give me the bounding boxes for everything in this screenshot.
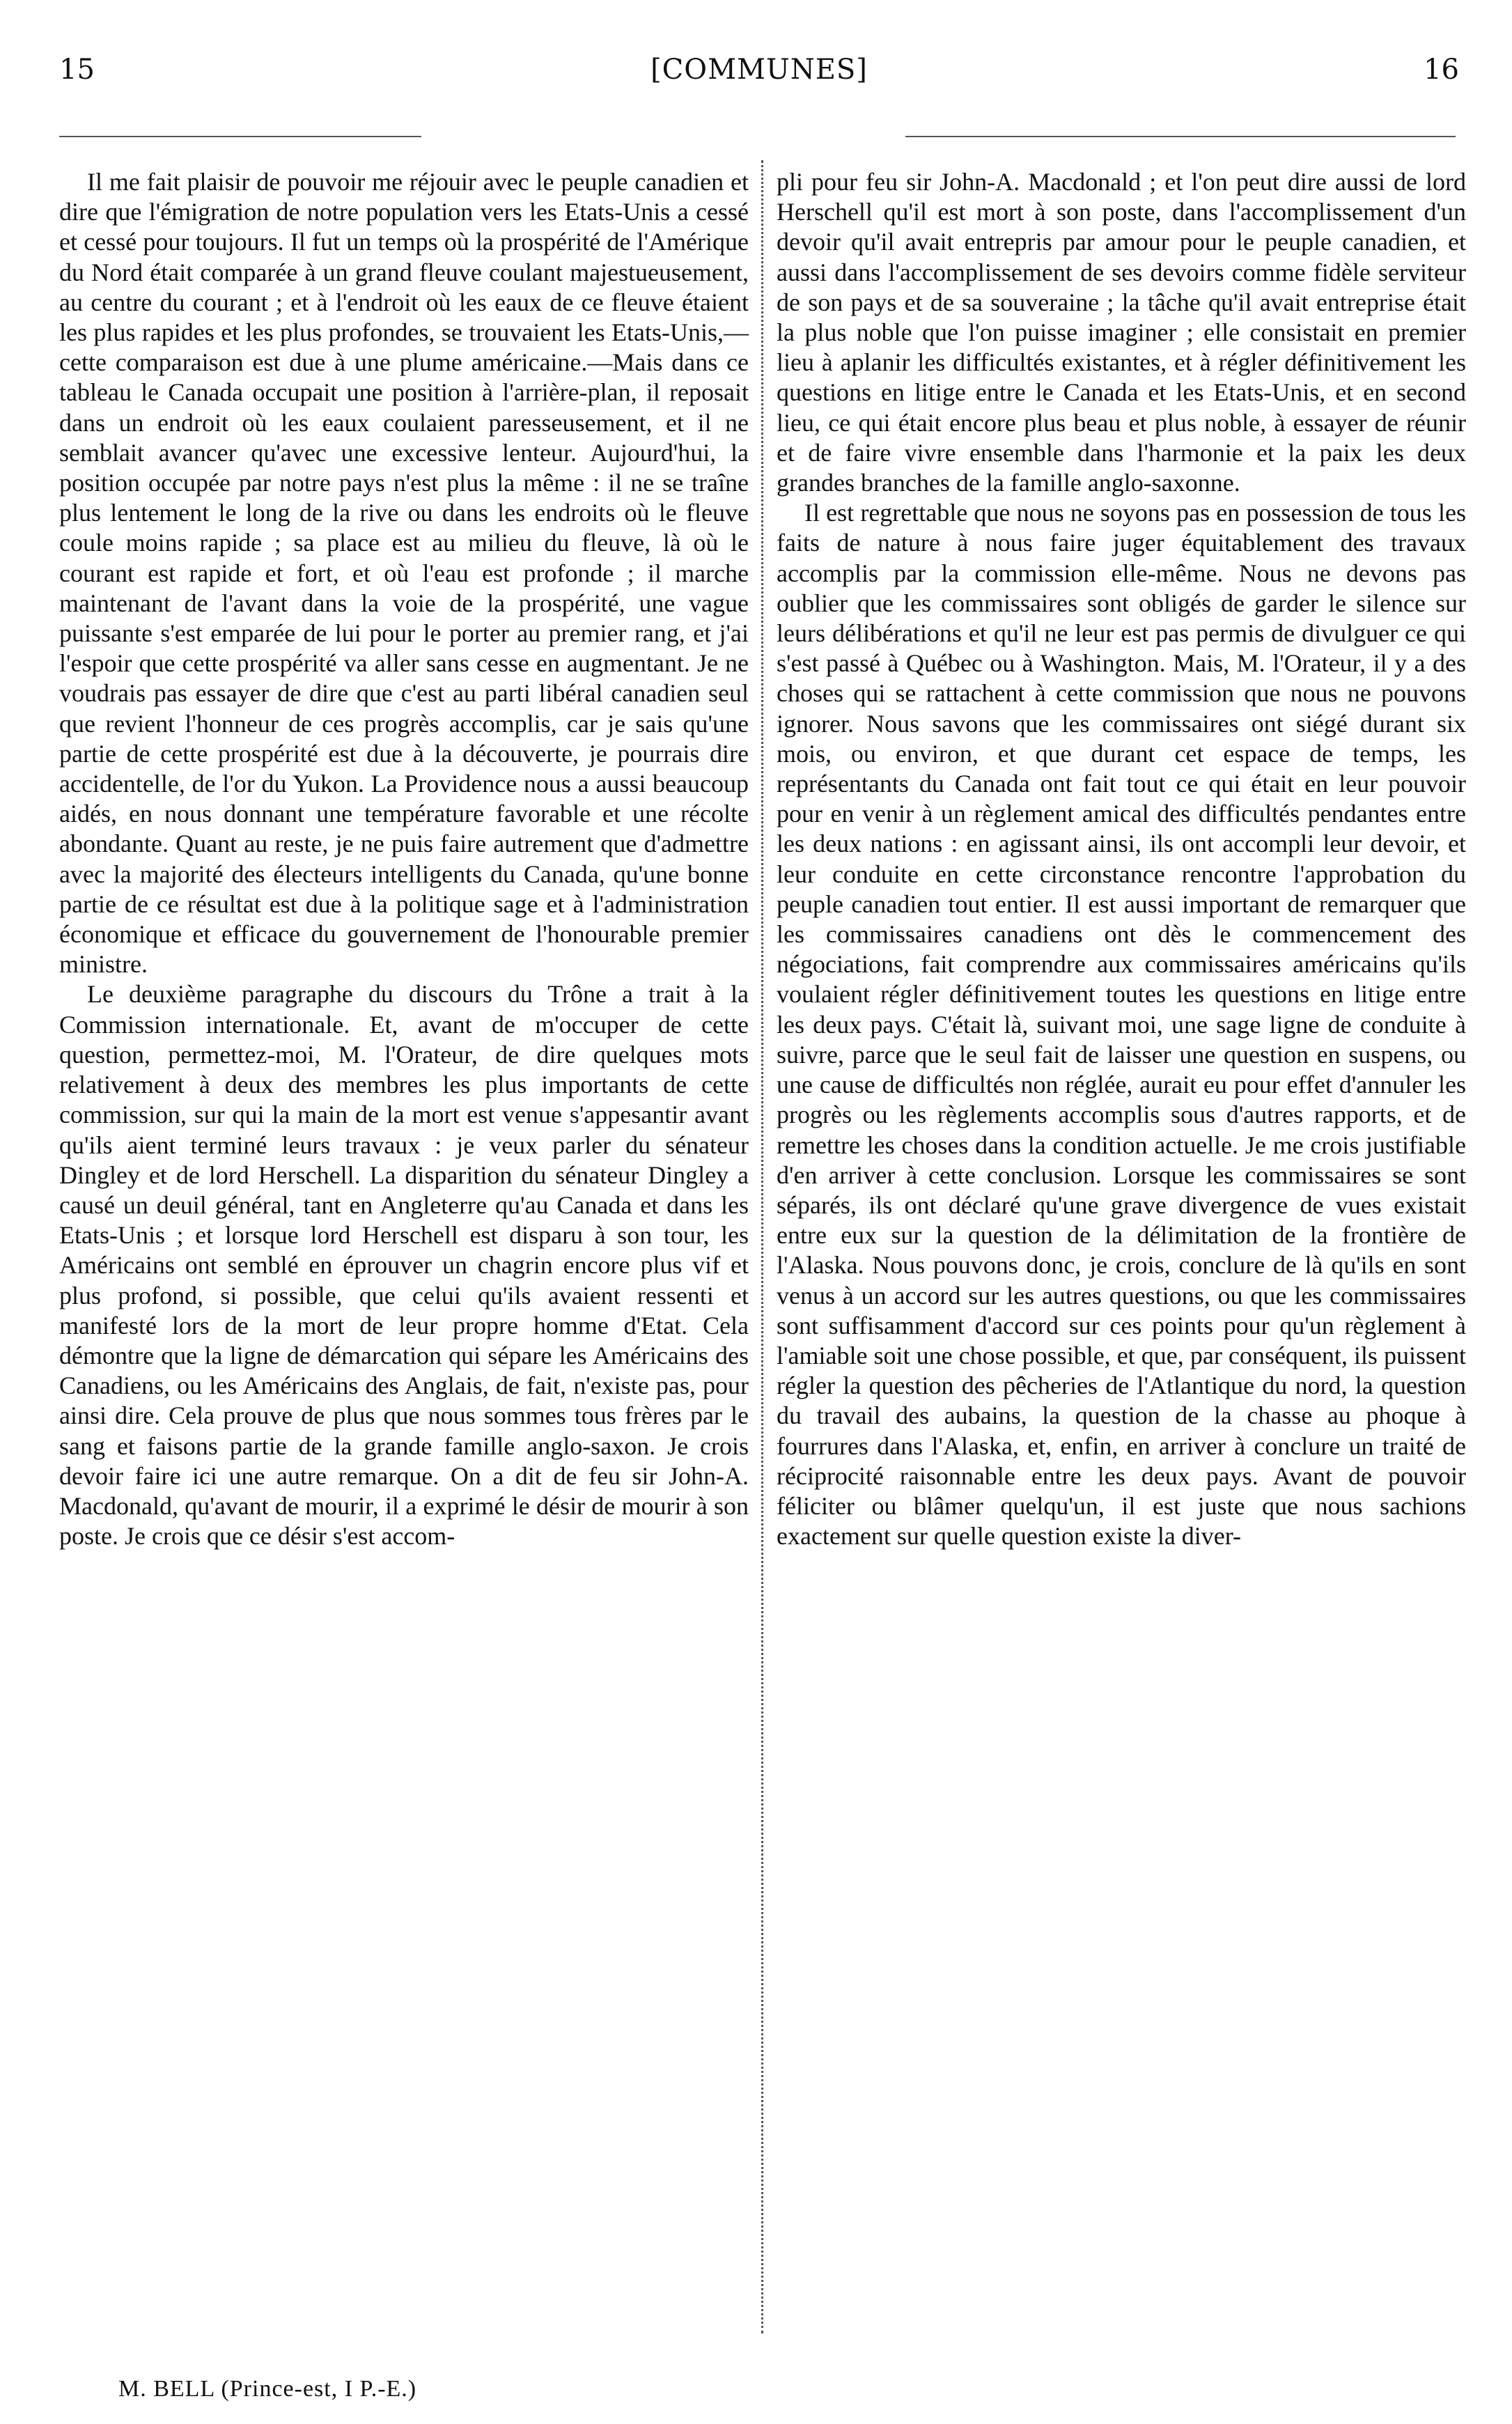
running-head: [COMMUNES] (650, 54, 868, 86)
paragraph: Il me fait plaisir de pouvoir me réjouir avec le peuple canadien et dire que l'émigration de notre population vers les Etats-Unis a cessé et cessé pour toujours. Il fut un temps où la prospérité de l'Amérique du Nord était comparée à un grand fleuve coulant majestueusement, au centre du courant ; et à l'endroit où les eaux de ce fleuve étaient les plus rapides et les plus profondes, se trouvaient les Etats-Unis,—cette comparaison est due à une plume américaine.—Mais dans ce tableau le Canada occupait une position à l'arrière-plan, il reposait dans un endroit où les eaux coulaient paresseusement, et il ne semblait avancer qu'avec une excessive lenteur. Aujourd'hui, la position occupée par notre pays n'est plus la même : il ne se traîne plus lentement le long de la rive ou dans les endroits où le fleuve coule moins rapide ; sa place est au milieu du fleuve, là où le courant est rapide et fort, et où l'eau est profonde ; il marche maintenant de l'avant dans la voie de la prospérité, une vague puissante s'est emparée de lui pour le porter au premier rang, et j'ai l'espoir que cette prospérité va aller sans cesse en augmentant. Je ne voudrais pas essayer de dire que c'est au parti libéral canadien seul que revient l'honneur de ces progrès accomplis, car je sais qu'une partie de cette prospérité est due à la découverte, je pourrais dire accidentelle, de l'or du Yukon. La Providence nous a aussi beaucoup aidés, en nous donnant une température favorable et une récolte abondante. Quant au reste, je ne puis faire autrement que d'admettre avec la majorité des électeurs intelligents du Canada, qu'une bonne partie de ce résultat est due à la politique sage et à l'administration économique et efficace du gouvernement de l'honourable premier ministre. (59, 168, 749, 979)
column-divider (761, 160, 763, 2333)
header-rule-right (905, 136, 1456, 137)
page-header (59, 49, 1459, 91)
page-number-left: 15 (59, 54, 95, 86)
page-number-right: 16 (1424, 54, 1459, 86)
paragraph: Il est regrettable que nous ne soyons pas en possession de tous les faits de nature à nous faire juger équitablement des travaux accomplis par la commission elle-même. Nous ne devons pas oublier que les commissaires sont obligés de garder le silence sur leurs délibérations et qu'il ne leur est pas permis de divulguer ce qui s'est passé à Québec ou à Washington. Mais, M. l'Orateur, il y a des choses qui se rattachent à cette commission que nous ne pouvons ignorer. Nous savons que les commissaires ont siégé durant six mois, ou environ, et que durant cet espace de temps, les représentants du Canada ont fait tout ce qui était en leur pouvoir pour en venir à un règlement amical des difficultés pendantes entre les deux nations : en agissant ainsi, ils ont accompli leur devoir, et leur conduite en cette circonstance rencontre l'approbation du peuple canadien tout entier. Il est aussi important de remarquer que les commissaires canadiens ont dès le commencement des négociations, fait comprendre aux commissaires américains qu'ils voulaient régler définitivement toutes les questions en litige entre les deux pays. C'était là, suivant moi, une sage ligne de conduite à suivre, parce que le seul fait de laisser une question en suspens, ou une cause de difficultés non réglée, aurait eu pour effet d'annuler les progrès ou les règlements accomplis sous d'autres rapports, et de remettre les choses dans la condition actuelle. Je me crois justifiable d'en arriver à cette conclusion. Lorsque les commissaires se sont séparés, ils ont déclaré qu'une grave divergence de vues existait entre eux sur la question de la délimitation de la frontière de l'Alaska. Nous pouvons donc, je crois, conclure de là qu'ils en sont venus à un accord sur les autres questions, ou que les commissaires sont suffisamment d'accord sur ces points pour qu'un règlement à l'amiable soit une chose possible, et que, par conséquent, ils puissent régler la question des pêcheries de l'Atlantique du nord, la question du travail des aubains, la question de la chasse au phoque à fourrures dans l'Alaska, et, enfin, en arriver à conclure un traité de réciprocité raisonnable entre les deux pays. Avant de pouvoir féliciter ou blâmer quelqu'un, il est juste que nous sachions exactement sur quelle question existe la diver- (777, 499, 1466, 1551)
header-rule-left (59, 136, 421, 137)
paragraph: pli pour feu sir John-A. Macdonald ; et l'on peut dire aussi de lord Herschell qu'il est mort à son poste, dans l'accomplissement d'un devoir qu'il avait entrepris par amour pour le peuple canadien, et aussi dans l'accomplissement de ses devoirs comme fidèle serviteur de son pays et de sa souveraine ; la tâche qu'il avait entreprise était la plus noble que l'on puisse imaginer ; elle consistait en premier lieu à aplanir les difficultés existantes, et à régler définitivement les questions en litige entre le Canada et les Etats-Unis, et en second lieu, ce qui était encore plus beau et plus noble, à essayer de réunir et de faire vivre ensemble dans l'harmonie et la paix les deux grandes branches de la famille anglo-saxonne. (777, 168, 1466, 497)
speaker-signature: M. BELL (Prince-est, I P.-E.) (118, 2376, 417, 2402)
paragraph: Le deuxième paragraphe du discours du Trône a trait à la Commission internationale. Et, avant de m'occuper de cette question, permettez-moi, M. l'Orateur, de dire quelques mots relativement à deux des membres les plus importants de cette commission, sur qui la main de la mort est venue s'appesantir avant qu'ils aient terminé leurs travaux : je veux parler du sénateur Dingley et de lord Herschell. La disparition du sénateur Dingley a causé un deuil général, tant en Angleterre qu'au Canada et dans les Etats-Unis ; et lorsque lord Herschell est disparu à son tour, les Américains ont semblé en éprouver un chagrin encore plus vif et plus profond, si possible, que celui qu'ils avaient ressenti et manifesté lors de la mort de leur propre homme d'Etat. Cela démontre que la ligne de démarcation qui sépare les Américains des Canadiens, ou les Américains des Anglais, de fait, n'existe pas, pour ainsi dire. Cela prouve de plus que nous sommes tous frères par le sang et faisons partie de la grande famille anglo-saxon. Je crois devoir faire ici une autre remarque. On a dit de feu sir John-A. Macdonald, qu'avant de mourir, il a exprimé le désir de mourir à son poste. Je crois que ce désir s'est accom- (59, 980, 749, 1551)
column-left (59, 167, 749, 1551)
column-right (777, 167, 1466, 1551)
